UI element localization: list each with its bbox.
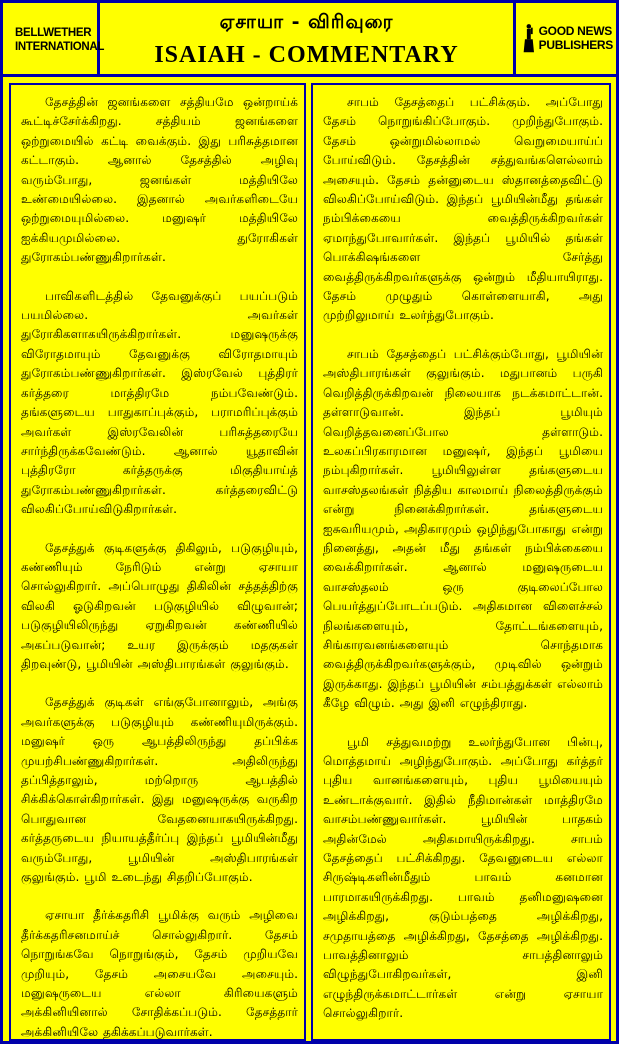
bellwether-logo-line2: INTERNATIONAL <box>15 41 105 53</box>
title-english: ISAIAH - COMMENTARY <box>154 42 459 68</box>
paragraph: சாபம் தேசத்தைப் பட்சிக்கும்போது, பூமியின் அஸ்திபாரங்கள் குலுங்கும். மதுபானம் பருகி வெறித்திருக்கிறவன் நிலையாக நடக்கமாட்டான். தள்ளாடுவான். இந்தப் பூமியும் வெறித்தவனைப்போல தள்ளாடும். உலகப்பிரகாரமான மனுஷர், இந்தப் பூமியை நம்புகிறார்கள். பூமியிலுள்ள தங்களுடைய வாசஸ்தலங்கள் நித்திய காலமாய் நிலைத்திருக்கும் என்று நினைக்கிறார்கள். தங்களுடைய ஐசுவரியமும், அதிகாரமும் ஒழிந்துபோகாது என்று நினைத்து, அதன் மீது தங்கள் நம்பிக்கையை வைக்கிறார்கள். ஆனால் மனுஷருடைய வாசஸ்தலம் ஒரு குடிலைப்போல பெயர்த்துப்போடப்படும். அதிகமான விளைச்சல் நிலங்களையும், தோட்டங்களையும், சிங்காரவனங்களையும் சொந்தமாக வைத்திருக்கிறவர்களுக்கும், முடிவில் ஒன்றும் இருக்காது. இந்தப் பூமியின் சம்பத்துக்கள் எல்லாம் கீழே விழும். அது இனி எழுந்திராது. <box>323 346 603 711</box>
title-tamil: ஏசாயா - விரிவுரை <box>219 11 394 33</box>
left-logo-box <box>3 3 105 77</box>
paragraph: தேசத்துக் குடிகளுக்கு திகிலும், படுகுழியும், கண்ணியும் நேரிடும் என்று ஏசாயா சொல்லுகிறார். அப்பொழுது திகிலின் சத்தத்திற்கு விலகி ஓடுகிறவன் படுகுழியில் விழுவான்; படுகுழியிலிருந்து ஏறுகிறவன் கண்ணியில் அகப்படுவான்; உயர இருக்கும் மதகுகள் திறவுண்டு, பூமியின் அஸ்திபாரங்கள் குலுங்கும். <box>21 540 298 671</box>
paragraph: சாபம் தேசத்தைப் பட்சிக்கும். அப்போது தேசம் நொறுங்கிப்போகும். முறிந்துபோகும். தேசம் ஒன்றுமில்லாமல் வெறுமையாய்ப் போய்விடும். தேசத்தின் சத்துவங்களெல்லாம் அசையும். தேசம் தன்னுடைய ஸ்தானத்தைவிட்டு விலகிப்போய்விடும். இந்தப் பூமியின்மீது தங்கள் நம்பிக்கையை வைத்திருக்கிறவர்கள் ஏமாந்துபோவார்கள். இந்தப் பூமியில் தங்கள் பொக்கிஷங்களை சேர்த்து வைத்திருக்கிறவர்களுக்கு ஒன்றும் மீதியாயிராது. தேசம் முழுதும் கொள்ளையாகி, அது முற்றிலுமாய் உலர்ந்துபோகும். <box>323 95 603 323</box>
right-text-column <box>311 83 611 1041</box>
paragraph: தேசத்தின் ஜனங்களை சத்தியமே ஒன்றாய்க் கூட்டிச்சேர்க்கிறது. சத்தியம் ஜனங்களை ஒற்றுமையில் கட்டி வைக்கும். இது பரிசுத்தமான கட்டாகும். ஆனால் தேசத்தில் அழிவு வரும்போது, ஜனங்கள் மத்தியிலே உண்மையில்லை. இதனால் அவர்களிடையே ஒற்றுமையுமில்லை. மனுஷர் மத்தியிலே ஐக்கியமுமில்லை. துரோகிகள் துரோகம்பண்ணுகிறார்கள். <box>21 95 298 265</box>
paragraph: பூமி சத்துவமற்று உலர்ந்துபோன பின்பு, மொத்தமாய் அழிந்துபோகும். அப்போது கர்த்தர் புதிய வானங்களையும், புதிய பூமியையும் உண்டாக்குவார். இதில் நீதிமான்கள் மாத்திரமே வாசம்பண்ணுவார்கள். பூமியின் பாதகம் அதின்மேல் அதிகமாயிருக்கிறது. சாபம் தேசத்தைப் பட்சிக்கிறது. தேவனுடைய எல்லா சிருஷ்டிகளின்மீதும் பாவம் கனமான பாரமாகயிருக்கிறது. பாவம் தனிமனுஷனை அழிக்கிறது, குடும்பத்தை அழிக்கிறது, சமுதாயத்தை அழிக்கிறது, தேசத்தை அழிக்கிறது. பாவத்தினாலும் சாபத்தினாலும் விழுந்துபோகிறவர்கள், இனி எழுந்திருக்கமாட்டார்கள் என்று ஏசாயா சொல்லுகிறார். <box>323 734 603 1021</box>
bellwether-logo-line1: BELLWETHER <box>15 27 92 39</box>
title-block <box>100 3 513 77</box>
bellwether-logo <box>9 17 105 63</box>
paragraph: ஏசாயா தீர்க்கதரிசி பூமிக்கு வரும் அழிவை தீர்க்கதரிசனமாய்ச் சொல்லுகிறார். தேசம் நொறுங்கவே நொறுங்கும், தேசம் முறியவே முறியும், தேசம் அசையவே அசையும். மனுஷருடைய எல்லா கிரியைகளும் அக்கினியினால் சோதிக்கப்படும். தேசத்தார் அக்கினியிலே தகிக்கப்படுவார்கள். <box>21 908 298 1039</box>
torch-figure-icon <box>523 16 535 60</box>
good-news-logo-line1: GOOD NEWS <box>538 24 612 38</box>
right-logo-box <box>513 3 616 77</box>
good-news-logo-line2: PUBLISHERS <box>538 38 613 52</box>
left-text-column <box>9 83 306 1041</box>
paragraph: பாவிகளிடத்தில் தேவனுக்குப் பயப்படும் பயமில்லை. அவர்கள் துரோகிகளாகயிருக்கிறார்கள். மனுஷருக்கு விரோதமாயும் தேவனுக்கு விரோதமாயும் துரோகம்பண்ணுகிறார்கள். இஸ்ரவேல் புத்திரர் கர்த்தரை மாத்திரமே நம்பவேண்டும். தங்களுடைய பாதுகாப்புக்கும், பராமரிப்புக்கும் அவர்கள் இஸ்ரவேலின் பரிசுத்தரையே சார்ந்திருக்கவேண்டும். ஆனால் யூதாவின் புத்திரரோ கர்த்தருக்கு மிகுதியாய்த் துரோகம்பண்ணுகிறார்கள். கர்த்தரைவிட்டு விலகிப்போய்விடுகிறார்கள். <box>21 288 298 517</box>
page-header <box>3 3 616 77</box>
paragraph: தேசத்துக் குடிகள் எங்குபோனாலும், அங்கு அவர்களுக்கு படுகுழியும் கண்ணியுமிருக்கும். மனுஷர் ஒரு ஆபத்திலிருந்து தப்பிக்க முயற்சிபண்ணுகிறார்கள். அதிலிருந்து தப்பித்தாலும், மற்றொரு ஆபத்தில் சிக்கிக்கொள்கிறார்கள். இது மனுஷருக்கு வருகிற பொதுவான வேதனையாகயிருக்கிறது. கர்த்தருடைய நியாயத்தீர்ப்பு இந்தப் பூமியின்மீது வரும்போது, பூமியின் அஸ்திபாரங்கள் குலுங்கும். பூமி உடைந்து சிதறிப்போகும். <box>21 695 298 885</box>
good-news-logo <box>523 15 613 61</box>
